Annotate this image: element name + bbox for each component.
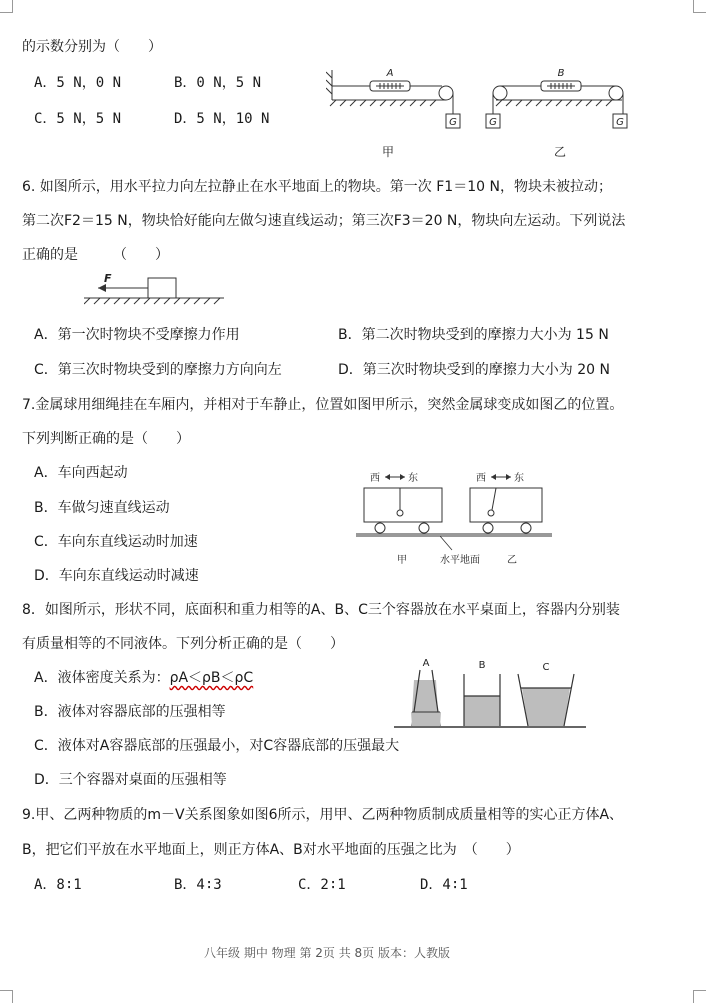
q7-ground-label: 水平地面 <box>440 555 480 566</box>
q5-tail: 的示数分别为（ ） <box>22 39 162 55</box>
q7-line-2: 下列判断正确的是（ ） <box>22 431 190 447</box>
q6-option-d: D．第三次时物块受到的摩擦力大小为 20 N <box>338 362 610 378</box>
q6-option-c: C．第三次时物块受到的摩擦力方向向左 <box>34 362 282 378</box>
q5-spring-b-label: B <box>557 68 565 79</box>
q7-line-1: 7.金属球用细绳挂在车厢内，并相对于车静止，位置如图甲所示，突然金属球变成如图乙的位置。 <box>22 397 624 413</box>
q5-figure-yi <box>486 81 627 128</box>
q6-option-a: A．第一次时物块不受摩擦力作用 <box>34 327 240 343</box>
q8-option-b: B．液体对容器底部的压强相等 <box>34 704 226 720</box>
q6-line-2: 第二次F2＝15 N，物块恰好能向左做匀速直线运动；第三次F3＝20 N，物块向左运动。下列说法 <box>22 213 626 229</box>
q9-option-a: A．8∶1 <box>34 877 82 893</box>
q8-option-c: C．液体对A容器底部的压强最小，对C容器底部的压强最大 <box>34 738 400 754</box>
q5-weight-g-3: G <box>616 117 624 128</box>
q7-label-jia: 甲 <box>397 555 407 566</box>
page-footer: 八年级 期中 物理 第 2页 共 8页 版本：人教版 <box>204 946 450 960</box>
q8-density-relation: ρA＜ρB＜ρC <box>169 670 254 686</box>
q8-line-1: 8．如图所示，形状不同，底面积和重力相等的A、B、C三个容器放在水平桌面上，容器内分别装 <box>22 602 620 618</box>
q9-option-c: C．2∶1 <box>298 877 346 893</box>
q6-line-1: 6. 如图所示，用水平拉力向左拉静止在水平地面上的物块。第一次 F1＝10 N，物块未被拉动； <box>22 179 612 195</box>
crop-mark-top-right <box>693 0 706 13</box>
q7-option-a: A．车向西起动 <box>34 465 128 481</box>
q5-weight-g-1: G <box>449 117 457 128</box>
q5-spring-scale-figure <box>326 62 642 166</box>
q9-line-2: B，把它们平放在水平地面上，则正方体A、B对水平地面的压强之比为 （ ） <box>22 842 520 858</box>
q9-line-1: 9.甲、乙两种物质的m－V关系图象如图6所示，用甲、乙两种物质制成质量相等的实心正方体A、 <box>22 807 624 823</box>
q5-weight-g-2: G <box>489 117 497 128</box>
q7-east-label-2: 东 <box>514 473 524 484</box>
q7-west-label-2: 西 <box>476 473 486 484</box>
q7-car-pendulum-figure <box>356 470 556 570</box>
q7-option-d: D．车向东直线运动时减速 <box>34 568 199 584</box>
q7-west-label-1: 西 <box>370 473 380 484</box>
q9-option-b: B．4∶3 <box>174 877 222 893</box>
q5-option-d: D．5 N，10 N <box>174 111 270 127</box>
q6-line-3: 正确的是 （ ） <box>22 247 169 263</box>
q8-container-b-label: B <box>478 660 486 671</box>
q7-option-c: C．车向东直线运动时加速 <box>34 534 198 550</box>
q5-option-b: B．0 N，5 N <box>174 75 262 91</box>
q5-spring-a-label: A <box>386 68 394 79</box>
q8-option-d: D．三个容器对桌面的压强相等 <box>34 772 227 788</box>
crop-mark-top-left <box>0 0 13 13</box>
q6-block-force-figure <box>84 272 234 312</box>
q9-option-d: D．4∶1 <box>420 877 468 893</box>
q5-label-yi: 乙 <box>553 145 567 159</box>
q8-container-c-label: C <box>542 662 550 673</box>
q6-force-label: F <box>104 272 112 285</box>
q7-option-b: B．车做匀速直线运动 <box>34 500 170 516</box>
q8-container-a-label: A <box>422 658 430 669</box>
q8-containers-figure <box>394 656 590 732</box>
q5-option-a: A．5 N，0 N <box>34 75 122 91</box>
q8-line-2: 有质量相等的不同液体。下列分析正确的是（ ） <box>22 636 344 652</box>
q7-label-yi: 乙 <box>507 555 517 566</box>
q6-option-b: B．第二次时物块受到的摩擦力大小为 15 N <box>338 327 609 343</box>
q8-option-a <box>34 669 253 687</box>
q5-option-c: C．5 N，5 N <box>34 111 122 127</box>
q5-label-jia: 甲 <box>381 145 395 159</box>
q7-east-label-1: 东 <box>408 473 418 484</box>
q8-option-a-prefix: A．液体密度关系为： <box>34 670 170 686</box>
crop-mark-bottom-left <box>0 990 13 1003</box>
crop-mark-bottom-right <box>693 990 706 1003</box>
